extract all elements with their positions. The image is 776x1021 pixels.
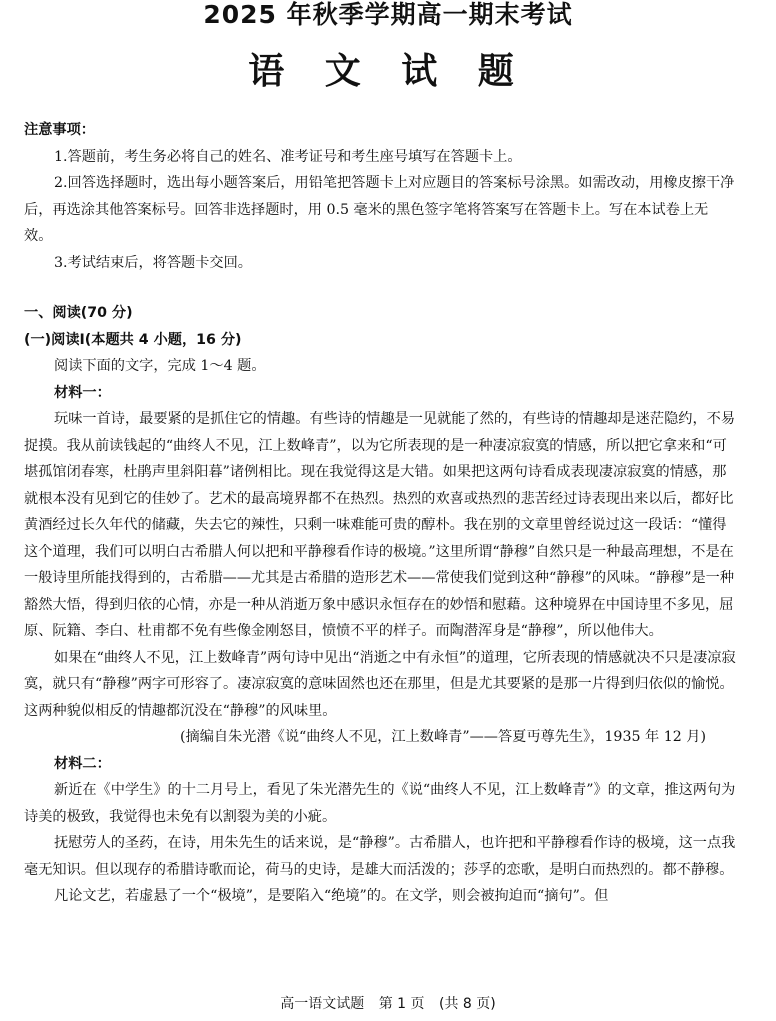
section-subheading: (一)阅读Ⅰ(本题共 4 小题，16 分) (24, 331, 242, 348)
footer-title: 高一语文试题 (280, 996, 365, 1012)
reading-section (24, 300, 736, 910)
material1-label: 材料一： (54, 384, 111, 401)
notes-item: 3.考试结束后，将答题卡交回。 (54, 254, 252, 271)
material1-paragraph: 玩味一首诗，最要紧的是抓住它的情趣。有些诗的情趣是一见就能了然的，有些诗的情趣却是迷茫隐约，不易捉摸。我从前读钱起的“曲终人不见，江上数峰青”，以为它所表现的是一种凄凉寂寞的情感，所以把它拿来和“可堪孤馆闭春寒，杜鹃声里斜阳暮”诸例相比。现在我觉得这是大错。如果把这两句诗看成表现凄凉寂寞的情感，那就根本没有见到它的佳妙了。艺术的最高境界都不在热烈。热烈的欢喜或热烈的悲苦经过诗表现出来以后，都好比黄酒经过长久年代的储藏，失去它的辣性，只剩一味难能可贵的醇朴。我在别的文章里曾经说过这一段话：“懂得这个道理，我们可以明白古希腊人何以把和平静穆看作诗的极境。”这里所谓“静穆”自然只是一种最高理想，不是在一般诗里所能找得到的，古希腊——尤其是古希腊的造形艺术——常使我们觉到这种“静穆”的风味。“静穆”是一种豁然大悟，得到归依的心情，亦是一种从消逝万象中感识永恒存在的妙悟和慰藉。这种境界在中国诗里不多见，屈原、阮籍、李白、杜甫都不免有些像金刚怒目，愤愤不平的样子。而陶潜浑身是“静穆”，所以他伟大。 (24, 411, 736, 639)
material2-paragraph: 新近在《中学生》的十二月号上，看见了朱光潜先生的《说“曲终人不见，江上数峰青”》的文章，推这两句为诗美的极致，我觉得也未免有以割裂为美的小疵。 (24, 782, 736, 825)
notes-item: 2.回答选择题时，选出每小题答案后，用铅笔把答题卡上对应题目的答案标号涂黑。如需改动，用橡皮擦干净后，再选涂其他答案标号。回答非选择题时，用 0.5 毫米的黑色签字笔将答案写在答题卡上。写在本试卷上无效。 (24, 175, 735, 244)
exam-title: 2025 年秋季学期高一期末考试 (203, 0, 573, 29)
material1-paragraph: 如果在“曲终人不见，江上数峰青”两句诗中见出“消逝之中有永恒”的道理，它所表现的情感就决不只是凄凉寂寞，就只有“静穆”两字可形容了。凄凉寂寞的意味固然也还在那里，但是尤其要紧的是那一片得到归依似的愉悦。这两种貌似相反的情趣都沉没在“静穆”的风味里。 (24, 649, 736, 719)
footer-page-number: 第 1 页 (378, 996, 425, 1012)
material1-source: (摘编自朱光潜《说“曲终人不见，江上数峰青”——答夏丏尊先生》，1935 年 12 月) (180, 729, 706, 745)
notes-item: 1.答题前，考生务必将自己的姓名、准考证号和考生座号填写在答题卡上。 (54, 148, 522, 165)
footer-total-pages: (共 8 页) (438, 996, 496, 1012)
subject-title: 语 文 试 题 (248, 51, 528, 92)
material2-paragraph: 抚慰劳人的圣药，在诗，用朱先生的话来说，是“静穆”。古希腊人，也许把和平静穆看作诗的极境，这一点我毫无知识。但以现存的希腊诗歌而论，荷马的史诗，是雄大而活泼的；莎孚的恋歌，是明白而热烈的。都不静穆。 (24, 835, 736, 878)
page-footer (0, 993, 776, 1013)
notes-block (24, 117, 736, 276)
material2-label: 材料二： (54, 755, 111, 772)
notes-heading: 注意事项： (24, 122, 95, 138)
material2-paragraph: 凡论文艺，若虚悬了一个“极境”，是要陷入“绝境”的。在文学，则会被拘迫而“摘句”。但 (54, 888, 609, 904)
section-instruction: 阅读下面的文字，完成 1～4 题。 (54, 358, 266, 374)
section-heading: 一、阅读(70 分) (24, 305, 133, 321)
